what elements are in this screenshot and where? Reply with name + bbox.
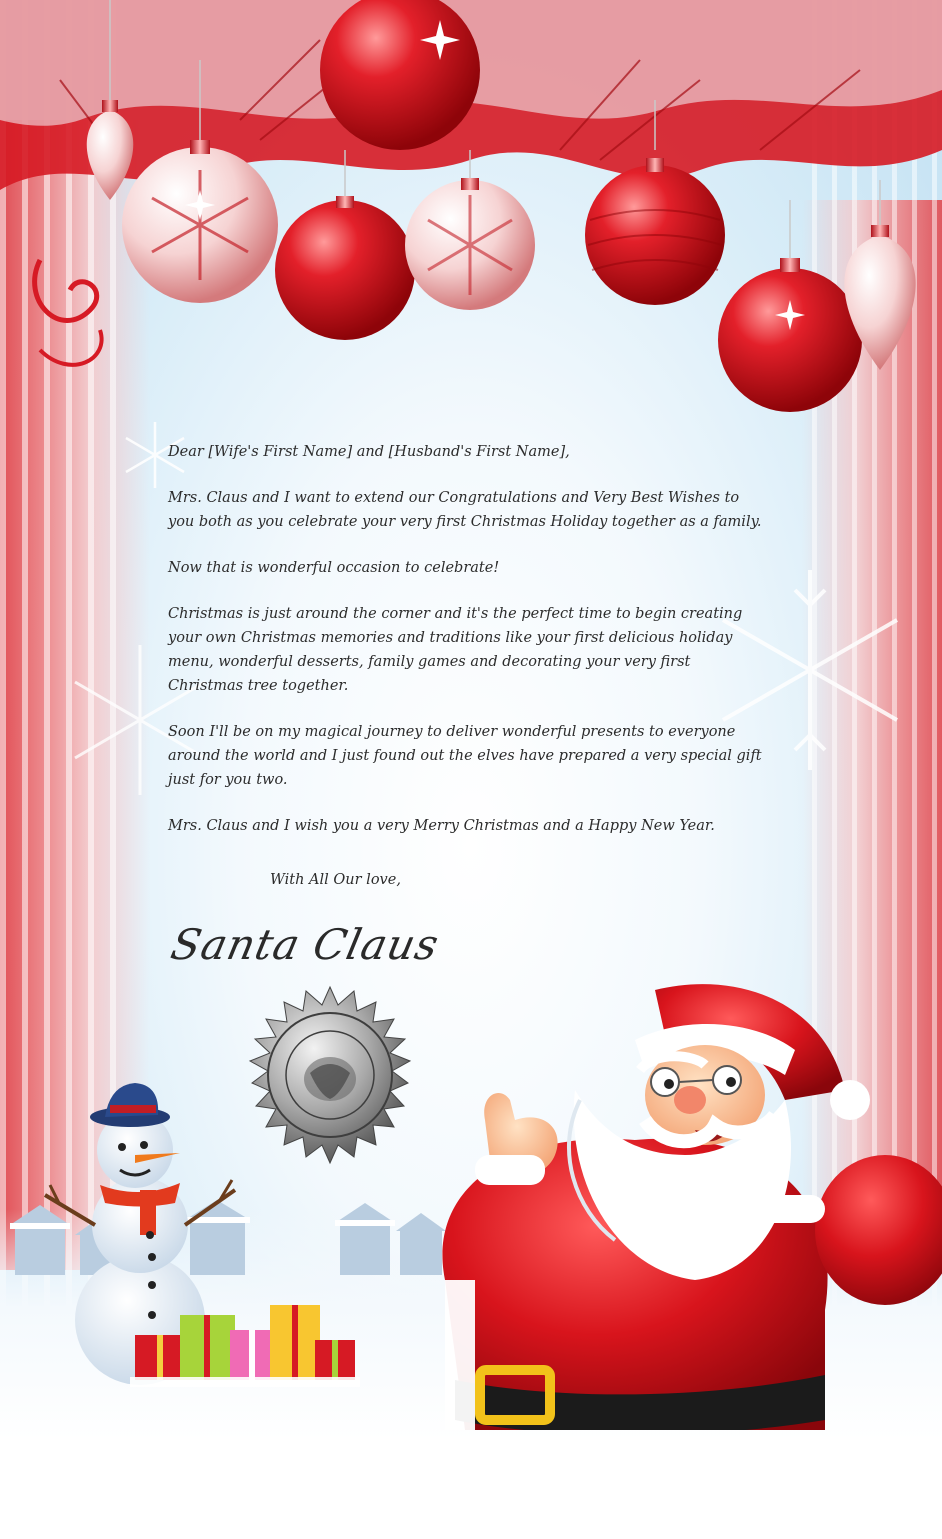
paragraph-5: Mrs. Claus and I wish you a very Merry Christmas and a Happy New Year. [168, 818, 715, 834]
signature: Santa Claus [166, 920, 444, 969]
paragraph-2: Now that is wonderful occasion to celebrate! [168, 560, 500, 576]
greeting: Dear [Wife's First Name] and [Husband's First Name], [168, 444, 570, 460]
letter-body [168, 440, 768, 860]
paragraph-4: Soon I'll be on my magical journey to deliver wonderful presents to everyone around the world and I just found out the elves have prepared a very special gift just for you two. [168, 724, 762, 788]
ornament-garland [0, 0, 942, 440]
seal-icon [230, 975, 430, 1175]
gift-icon [130, 1285, 360, 1395]
paragraph-1: Mrs. Claus and I want to extend our Congratulations and Very Best Wishes to you both as you celebrate your very first Christmas Holiday together as a family. [168, 490, 762, 530]
closing-line: With All Our love, [270, 872, 401, 888]
santa-icon [405, 980, 942, 1430]
paragraph-3: Christmas is just around the corner and it's the perfect time to begin creating your own Christmas memories and traditions like your first delicious holiday menu, wonderful desserts, family games and decorating your very first Christmas tree together. [168, 606, 743, 694]
